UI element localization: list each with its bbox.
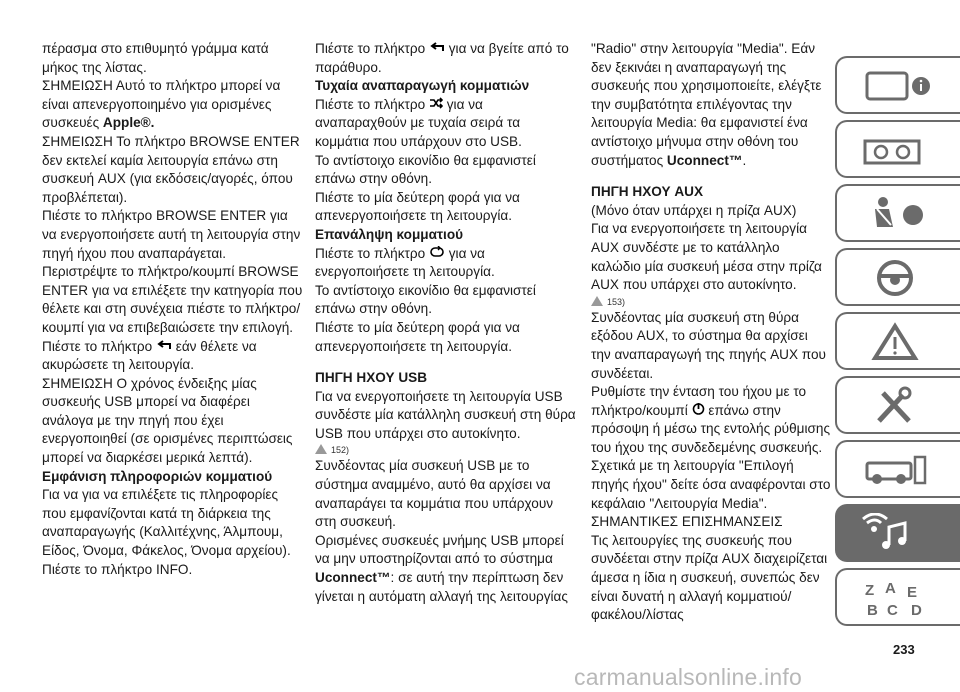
uconnect-label: Uconnect™	[666, 152, 743, 168]
paragraph: ΣΗΜΕΙΩΣΗ Αυτό το πλήκτρο μπορεί να είναι απενεργοποιημένο για ορισμένες συσκευές Apple®.	[42, 78, 281, 131]
dashboard-icon	[859, 129, 939, 171]
svg-text:D: D	[911, 602, 922, 619]
paragraph: Το αντίστοιχο εικονίδιο θα εμφανιστεί επάνω στην οθόνη.	[315, 152, 536, 187]
tab-dashboard[interactable]	[835, 120, 960, 178]
page-number: 233	[893, 642, 915, 657]
paragraph: Για να ενεργοποιήσετε τη λειτουργία USB συνδέστε μία κατάλληλη συσκευή στη θύρα USB που υπάρχει στο αυτοκίνητο.	[315, 388, 576, 441]
index-icon	[859, 577, 939, 619]
power-knob-icon	[692, 402, 705, 421]
svg-text:A: A	[885, 580, 896, 597]
svg-text:C: C	[887, 602, 898, 619]
paragraph: ΣΗΜΕΙΩΣΗ Το πλήκτρο BROWSE ENTER δεν εκτελεί καμία λειτουργία επάνω στη συσκευή AUX (για εκδόσεις/αγορές, όπου προβλέπεται).	[42, 133, 300, 205]
paragraph: Τις λειτουργίες της συσκευής που συνδέεται στην πρίζα AUX διαχειρίζεται άμεσα η ίδια η συσκευή, συνεπώς δεν είναι δυνατή η αλλαγή κομματιού/φακέλου/λίστας	[591, 532, 828, 623]
svg-text:B: B	[867, 602, 878, 619]
paragraph: Συνδέοντας μία συσκευή USB με το σύστημα αναμμένο, αυτό θα αρχίσει να αναπαράγει τα κομμάτια που υπάρχουν στη συσκευή.	[315, 458, 554, 530]
repeat-icon	[429, 245, 445, 264]
specs-icon	[859, 449, 939, 491]
warning-icon	[591, 296, 603, 306]
watermark: carmanualsonline.info	[574, 664, 802, 690]
svg-text:E: E	[907, 584, 918, 601]
tab-multimedia[interactable]	[835, 504, 960, 562]
paragraph: Ρυθμίστε την ένταση του ήχου με το πλήκτρο/κουμπί επάνω στην πρόσοψη ή μέσω της εντολής ρύθμισης του ήχου της συνδεδεμένης συσκευής.	[591, 384, 831, 455]
column-1	[42, 40, 304, 579]
paragraph: Για να για να επιλέξετε τις πληροφορίες που εμφανίζονται κατά τη διάρκεια της αναπαραγωγής (Καλλιτέχνης, Άλμπουμ, Είδος, Όνομα, Φάκελος, Όνομα αρχείου). Πιέστε το πλήκτρο INFO.	[42, 487, 291, 577]
tab-starting[interactable]	[835, 248, 960, 306]
tab-emergency[interactable]	[835, 312, 960, 370]
section-heading: Εμφάνιση πληροφοριών κομματιού	[42, 468, 273, 484]
paragraph: Πιέστε το πλήκτρο για να ενεργοποιήσετε τη λειτουργία.	[315, 245, 495, 280]
paragraph: Για να ενεργοποιήσετε τη λειτουργία AUX συνδέστε με το κατάλληλο καλώδιο μία συσκευή μέσα στην πρίζα AUX που υπάρχει στο αυτοκίνητο.	[591, 221, 822, 293]
paragraph: Συνδέοντας μία συσκευή στη θύρα εξόδου AUX, το σύστημα θα αρχίσει την αναπαραγωγή της πηγής AUX που συνδέεται.	[591, 309, 826, 381]
back-arrow-icon	[156, 338, 172, 357]
seatbelt-airbag-icon	[859, 193, 939, 235]
shuffle-icon	[429, 96, 443, 115]
info-icon	[859, 65, 939, 107]
svg-text:Z: Z	[865, 582, 875, 599]
paragraph: Πιέστε το μία δεύτερη φορά για να απενεργοποιήσετε τη λειτουργία.	[315, 189, 520, 224]
warning-icon	[315, 444, 327, 454]
apple-label: Apple®.	[102, 115, 155, 131]
paragraph: Πιέστε το πλήκτρο για να βγείτε από το παράθυρο.	[315, 41, 569, 75]
paragraph: ΣΗΜΑΝΤΙΚΕΣ ΕΠΙΣΗΜΑΝΣΕΙΣ	[591, 514, 783, 530]
tab-info[interactable]	[835, 56, 960, 114]
column-3	[591, 40, 831, 625]
back-arrow-icon	[429, 40, 445, 59]
steering-wheel-icon	[859, 257, 939, 299]
section-heading: Τυχαία αναπαραγωγή κομματιών	[315, 78, 530, 94]
paragraph: Πιέστε το πλήκτρο για να αναπαραχθούν με τυχαία σειρά τα κομμάτια που υπάρχουν στο USB.	[315, 96, 522, 149]
tab-specs[interactable]	[835, 440, 960, 498]
section-heading: ΠΗΓΗ ΗΧΟΥ AUX	[591, 184, 704, 200]
paragraph: ΣΗΜΕΙΩΣΗ Ο χρόνος ένδειξης μίας συσκευής USB μπορεί να διαφέρει ανάλογα με την πηγή που έχει ενεργοποιηθεί (σε ορισμένες περιπτώσεις μπορεί να διαρκέσει μερικά λεπτά).	[42, 375, 293, 466]
tab-safety[interactable]	[835, 184, 960, 242]
paragraph: Πιέστε το μία δεύτερη φορά για να απενεργοποιήσετε τη λειτουργία.	[315, 319, 520, 354]
note-reference: 153)	[591, 295, 831, 309]
tools-icon	[859, 385, 939, 427]
multimedia-icon	[859, 513, 939, 555]
uconnect-label: Uconnect™	[315, 570, 391, 586]
tab-maintenance[interactable]	[835, 376, 960, 434]
paragraph: "Radio" στην λειτουργία "Media". Εάν δεν ξεκινάει η αναπαραγωγή της συσκευής που χρησιμοποιείτε, ελέγξτε την συμβατότητα επιλέγοντας την λειτουργία Media: θα εμφανιστεί ένα αντίστοιχο μήνυμα στην οθόνη του συστήματος Uconnect™.	[591, 41, 822, 168]
paragraph: πέρασμα στο επιθυμητό γράμμα κατά μήκος της λίστας.	[42, 41, 269, 75]
column-2	[315, 40, 577, 606]
paragraph: Ορισμένες συσκευές μνήμης USB μπορεί να μην υποστηρίζονται από το σύστημα Uconnect™: σε αυτή την περίπτωση δεν γίνεται η αυτόματη αλλαγή της λειτουργίας	[315, 532, 568, 604]
paragraph: Περιστρέψτε το πλήκτρο/κουμπί BROWSE ENTER για να επιλέξετε την κατηγορία που θέλετε και στη συνέχεια πιέστε το πλήκτρο/κουμπί για να επιβεβαιώσετε την επιλογή.	[42, 264, 303, 335]
paragraph: Το αντίστοιχο εικονίδιο θα εμφανιστεί επάνω στην οθόνη.	[315, 282, 536, 317]
warning-triangle-icon	[859, 321, 939, 363]
section-heading: Επανάληψη κομματιού	[315, 226, 464, 242]
paragraph: (Μόνο όταν υπάρχει η πρίζα AUX)	[591, 202, 797, 218]
section-heading: ΠΗΓΗ ΗΧΟΥ USB	[315, 370, 428, 386]
tab-index[interactable]	[835, 568, 960, 626]
paragraph: Πιέστε το πλήκτρο εάν θέλετε να ακυρώσετε τη λειτουργία.	[42, 338, 257, 373]
note-reference: 152)	[315, 443, 577, 457]
chapter-sidebar	[835, 56, 960, 626]
paragraph: Πιέστε το πλήκτρο BROWSE ENTER για να ενεργοποιήσετε αυτή τη λειτουργία στην πηγή ήχου που αναπαράγεται.	[42, 208, 301, 261]
paragraph: Σχετικά με τη λειτουργία "Επιλογή πηγής ήχου" δείτε όσα αναφέρονται στο κεφάλαιο "Λειτουργία Media".	[591, 458, 831, 511]
